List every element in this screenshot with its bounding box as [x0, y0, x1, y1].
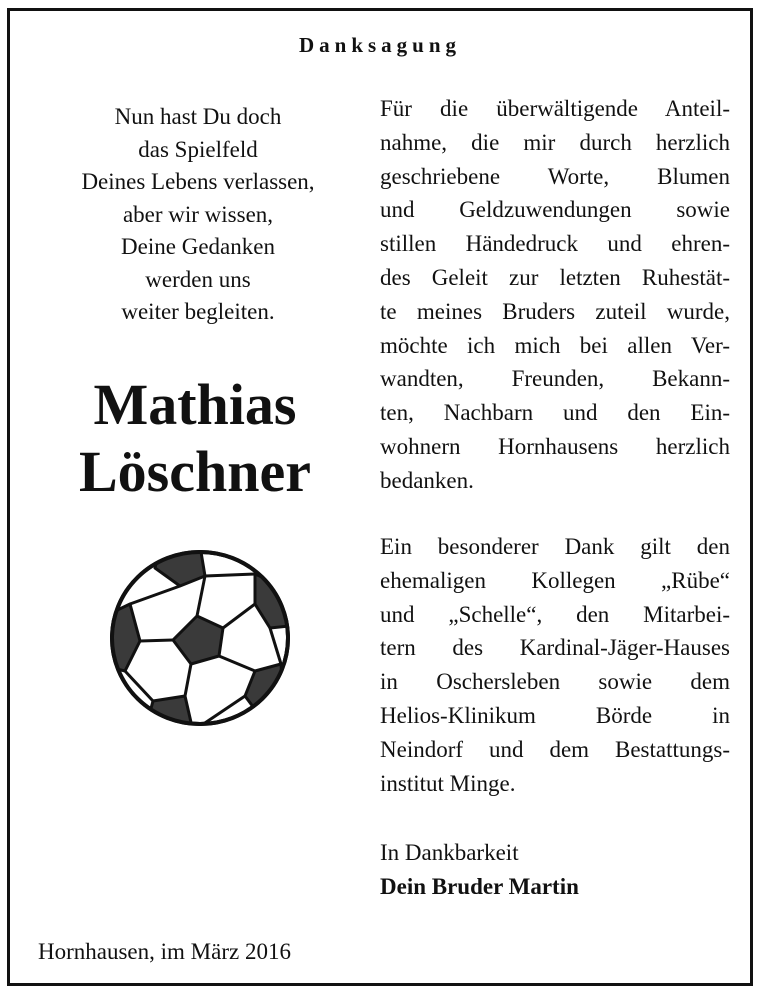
text-line: stillen Händedruck und ehren-	[380, 231, 730, 257]
poem-line: aber wir wissen,	[122, 201, 274, 227]
text-line: nahme, die mir durch herzlich	[380, 129, 730, 155]
text-line: Für die überwältigende Anteil-	[380, 96, 730, 121]
poem-line: das Spielfeld	[138, 136, 258, 162]
notice-title: Danksagung	[298, 33, 462, 57]
poem-line: Deine Gedanken	[121, 234, 275, 259]
closing-block	[380, 836, 730, 904]
first-name: Mathias	[93, 372, 297, 437]
poem-line: weiter begleiten.	[121, 299, 275, 324]
text-line: institut Minge.	[380, 770, 516, 796]
place-and-date: Hornhausen, im März 2016	[38, 939, 291, 964]
text-line: Neindorf und dem Bestattungs-	[380, 736, 730, 762]
text-line: geschriebene Worte, Blumen	[380, 163, 730, 189]
thanks-paragraph-2	[380, 530, 730, 800]
poem-line: werden uns	[145, 266, 251, 292]
last-name: Löschner	[79, 439, 311, 504]
text-line: bedanken.	[380, 467, 474, 493]
text-line: wandten, Freunden, Bekann-	[380, 366, 730, 392]
text-line: und „Schelle“, den Mitarbei-	[380, 601, 730, 627]
closing-line: In Dankbarkeit	[380, 840, 519, 865]
text-line: des Geleit zur letzten Ruhestät-	[380, 264, 730, 290]
text-line: Helios-Klinikum Börde in	[380, 702, 730, 728]
poem-line: Nun hast Du doch	[114, 104, 282, 129]
text-line: ehemaligen Kollegen „Rübe“	[380, 567, 730, 593]
thanks-paragraph-1	[380, 92, 730, 498]
text-line: Ein besonderer Dank gilt den	[380, 534, 730, 559]
text-line: tern des Kardinal-Jäger-Hauses	[380, 635, 730, 661]
text-line: möchte ich mich bei allen Ver-	[380, 332, 730, 358]
soccer-ball-icon	[105, 546, 295, 731]
poem	[38, 101, 358, 329]
text-line: wohnern Hornhausens herzlich	[380, 433, 730, 459]
text-line: in Oschersleben sowie dem	[380, 669, 730, 695]
text-line: und Geldzuwendungen sowie	[380, 197, 730, 223]
poem-line: Deines Lebens verlassen,	[81, 169, 315, 194]
text-line: te meines Bruders zuteil wurde,	[380, 298, 730, 324]
text-line: ten, Nachbarn und den Ein-	[380, 400, 730, 426]
signature: Dein Bruder Martin	[380, 874, 579, 899]
deceased-name	[30, 371, 360, 505]
